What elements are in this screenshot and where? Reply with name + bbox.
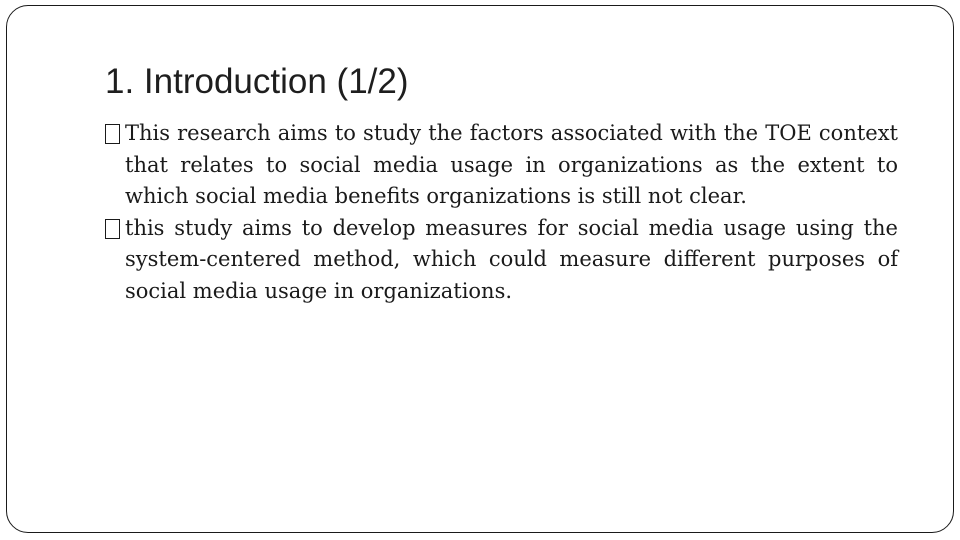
bullet-paragraph: [105, 213, 898, 308]
missing-glyph-icon: [105, 124, 120, 144]
slide-title: 1. Introduction (1/2): [105, 62, 409, 101]
bullet-text: this study aims to develop measures for social media usage using the system-centered method, which could measure different purposes of social media usage in organizations.: [125, 215, 898, 303]
bullet-paragraph: [105, 118, 898, 213]
bullet-text: This research aims to study the factors associated with the TOE context that relates to social media usage in organizations as the extent to which social media benefits organizations is still not clear.: [125, 121, 898, 208]
missing-glyph-icon: [105, 219, 120, 239]
slide-body: [105, 118, 898, 307]
